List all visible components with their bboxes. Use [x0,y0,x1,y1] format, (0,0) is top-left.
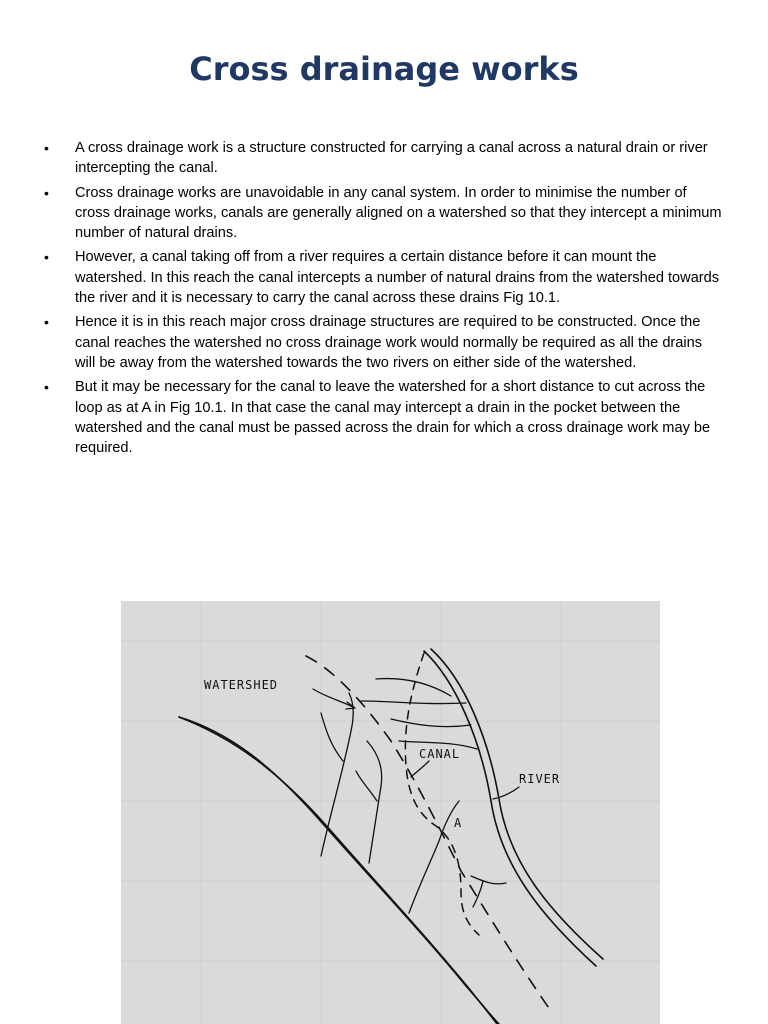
bullet-item [44,138,724,179]
figure-10-1-drawing [121,601,660,1024]
bullet-item [44,183,724,244]
slide-title: Cross drainage works [189,50,579,88]
left-river-bank-lower [179,717,497,1024]
bullet-dot-icon: • [44,249,49,266]
bullet-text: But it may be necessary for the canal to leave the watershed for a short distance to cut across the loop as at A in Fig 10.1. In that case the canal may intercept a drain in the pocket between the watershed and the canal must be passed across the drain for which a cross drainage work may be required. [75,379,711,457]
watershed-leader [313,689,353,707]
bullet-item [44,312,724,373]
canal-leader [411,761,429,777]
bullet-text: Cross drainage works are unavoidable in any canal system. In order to minimise the number of cross drainage works, canals are generally aligned on a watershed so that they intercept a minimum number of natural drains. [75,184,722,242]
drain-2 [367,741,382,863]
bullet-text: Hence it is in this reach major cross drainage structures are required to be constructed. Once the canal reaches the watershed no cross drainage work would normally be required as all the drains will be away from the watershed towards the two rivers on either side of the watershed. [75,314,703,371]
bullet-item [44,377,724,458]
river-label: RIVER [519,772,561,786]
drain-2-branch [356,771,377,801]
bullet-dot-icon: • [44,184,49,201]
right-river-bank-left [424,651,596,966]
drain-6 [391,719,471,727]
bullet-dot-icon: • [44,140,49,156]
canal-label: CANAL [419,747,461,761]
paper-grid [121,601,660,1024]
bullet-dot-icon: • [44,314,49,331]
bullet-item [44,247,724,308]
drain-8 [471,876,506,884]
drain-5 [361,701,466,704]
point-a-label: A [454,816,463,830]
bullet-text: A cross drainage work is a structure constructed for carrying a canal across a natural drain or river intercepting the canal. [75,140,708,177]
watershed-label: WATERSHED [204,678,279,692]
drain-1 [321,693,353,856]
watershed-line [306,656,551,1011]
figure-svg [121,601,660,1024]
bullet-list [44,138,724,462]
bullet-text: However, a canal taking off from a river requires a certain distance before it can mount the watershed. In this reach the canal intercepts a number of natural drains from the watershed towards the river and it is necessary to carry the canal across these drains Fig 10.1. [75,249,720,307]
bullet-dot-icon: • [44,379,49,396]
left-river-bank-upper [179,717,499,1024]
drain-1-branch [321,713,343,761]
